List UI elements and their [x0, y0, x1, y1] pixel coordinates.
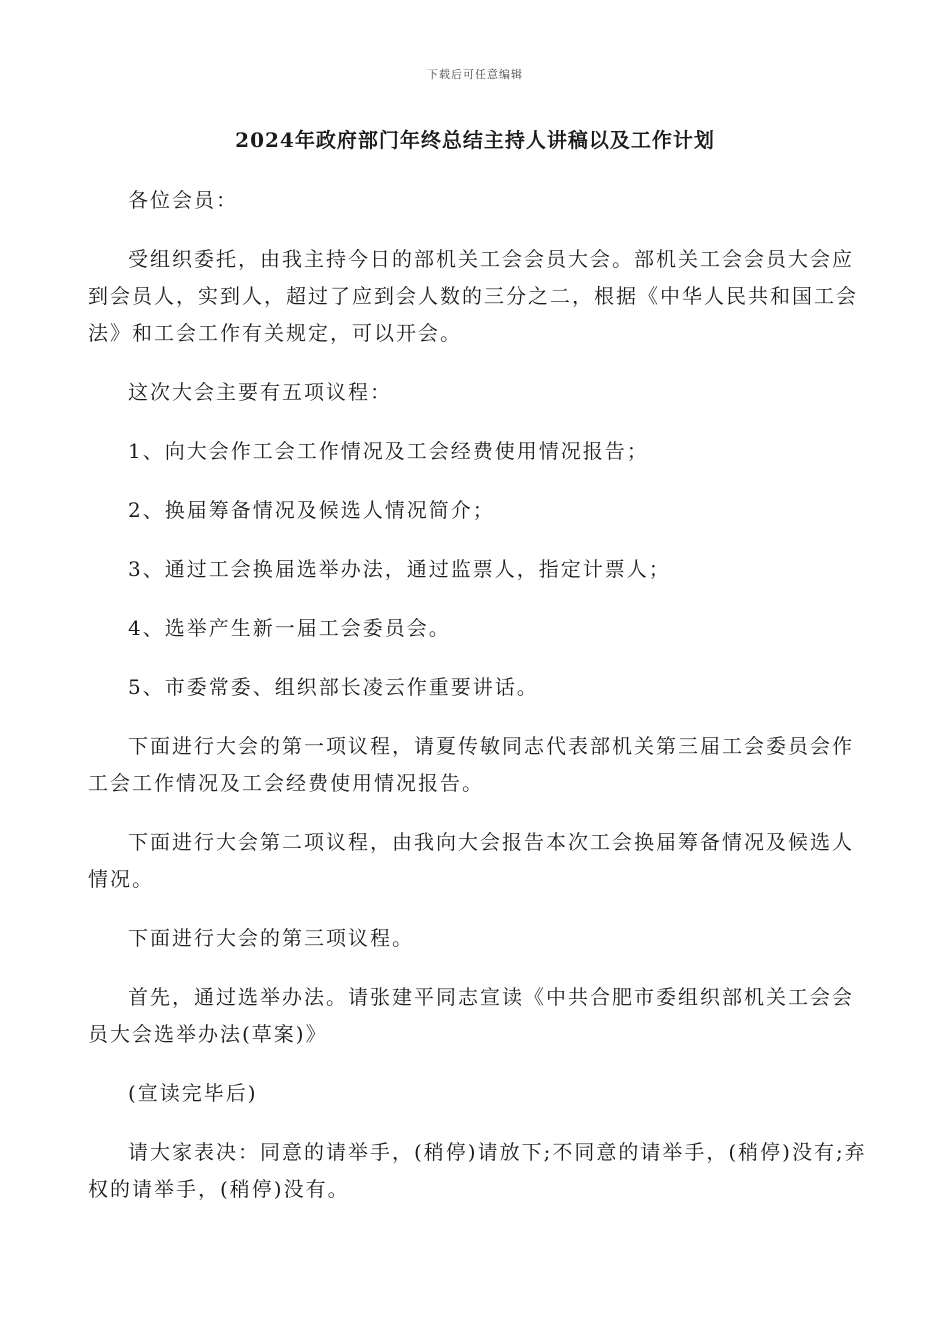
- paragraph: 受组织委托，由我主持今日的部机关工会会员大会。部机关工会会员大会应到会员人，实到人，超过了应到会人数的三分之二，根据《中华人民共和国工会法》和工会工作有关规定，可以开会。: [88, 247, 858, 345]
- document-body: [88, 182, 868, 1230]
- paragraph: 首先，通过选举办法。请张建平同志宣读《中共合肥市委组织部机关工会会员大会选举办法(草案)》: [88, 985, 854, 1046]
- agenda-item: 2、换届筹备情况及候选人情况简介；: [128, 498, 495, 522]
- paragraph: 下面进行大会的第三项议程。: [128, 926, 414, 950]
- agenda-item: 1、向大会作工会工作情况及工会经费使用情况报告；: [128, 439, 649, 463]
- salutation: 各位会员：: [128, 188, 238, 212]
- paragraph: 这次大会主要有五项议程：: [128, 380, 392, 404]
- paragraph: 下面进行大会的第一项议程，请夏传敏同志代表部机关第三届工会委员会作工会工作情况及工会经费使用情况报告。: [88, 734, 854, 795]
- paragraph: 请大家表决：同意的请举手，(稍停)请放下;不同意的请举手，(稍停)没有;弃权的请举手，(稍停)没有。: [88, 1140, 867, 1201]
- agenda-item: 4、选举产生新一届工会委员会。: [128, 616, 451, 640]
- paragraph: (宣读完毕后): [128, 1081, 258, 1105]
- agenda-item: 3、通过工会换届选举办法，通过监票人，指定计票人；: [128, 557, 671, 581]
- agenda-item: 5、市委常委、组织部长凌云作重要讲话。: [128, 675, 539, 699]
- document-title: 2024年政府部门年终总结主持人讲稿以及工作计划: [235, 128, 715, 152]
- paragraph: 下面进行大会第二项议程，由我向大会报告本次工会换届筹备情况及候选人情况。: [88, 830, 854, 891]
- download-note: 下载后可任意编辑: [427, 68, 523, 81]
